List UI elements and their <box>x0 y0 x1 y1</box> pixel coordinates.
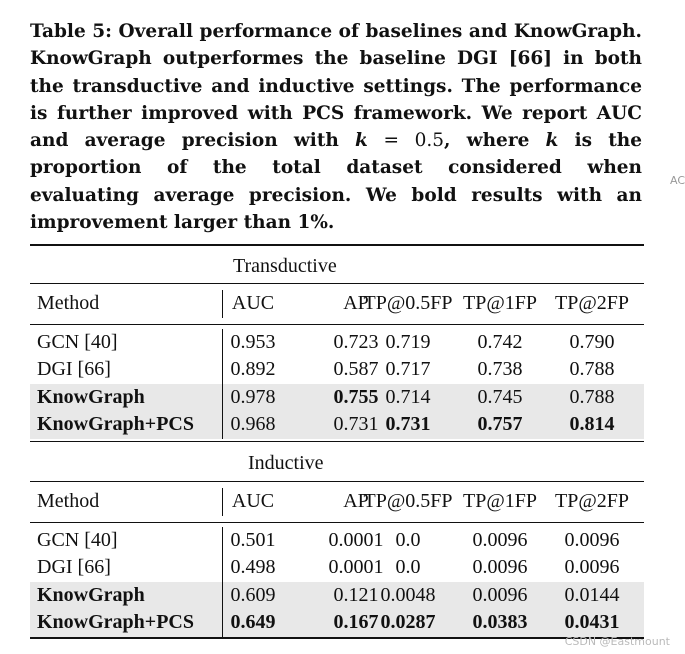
cell-tp05: 0.719 <box>385 331 431 353</box>
table-row <box>30 582 644 609</box>
cell-tp2: 0.790 <box>569 331 615 353</box>
cell-ap: 0.731 <box>333 413 379 435</box>
cell-tp1: 0.0383 <box>472 611 528 633</box>
side-margin-text: AC <box>670 174 685 187</box>
section-title-transductive: Transductive <box>233 255 337 277</box>
header-row <box>30 488 644 515</box>
cell-method: GCN [40] <box>37 529 118 551</box>
cell-method: DGI [66] <box>37 556 111 578</box>
cell-tp05: 0.0287 <box>380 611 436 633</box>
section-bottom-rule <box>30 441 644 442</box>
cell-method: GCN [40] <box>37 331 118 353</box>
table-row <box>30 609 644 636</box>
cell-tp2: 0.788 <box>569 358 615 380</box>
cell-tp2: 0.788 <box>569 386 615 408</box>
cell-tp2: 0.0144 <box>564 584 620 606</box>
header-row <box>30 290 644 317</box>
cell-ap: 0.755 <box>333 386 379 408</box>
caption-label: Table 5: Overall performance of baselines and KnowGraph. <box>30 21 642 42</box>
cell-ap: 0.587 <box>333 358 379 380</box>
header-tp1: TP@1FP <box>462 490 538 512</box>
header-rule <box>30 522 644 523</box>
header-rule <box>30 324 644 325</box>
header-tp2: TP@2FP <box>554 490 630 512</box>
caption-k-var-1: k <box>355 130 368 152</box>
cell-tp2: 0.0431 <box>564 611 620 633</box>
table-row <box>30 329 644 356</box>
cell-method: KnowGraph <box>37 386 145 408</box>
cell-auc: 0.498 <box>230 556 276 578</box>
cell-ap: 0.0001 <box>328 556 384 578</box>
cell-tp1: 0.0096 <box>472 584 528 606</box>
table-row <box>30 527 644 554</box>
caption-k-var-2: k <box>545 130 559 152</box>
cell-tp1: 0.738 <box>477 358 523 380</box>
cell-ap: 0.723 <box>333 331 379 353</box>
cell-ap: 0.167 <box>333 611 379 633</box>
caption-text-2: , where <box>444 130 530 152</box>
table-row <box>30 356 644 383</box>
cell-auc: 0.501 <box>230 529 276 551</box>
table-top-rule <box>30 244 644 246</box>
header-auc: AUC <box>231 292 275 314</box>
section-title-inductive: Inductive <box>248 452 324 474</box>
table-row <box>30 554 644 581</box>
caption-k-eq: = <box>367 130 415 152</box>
cell-tp1: 0.745 <box>477 386 523 408</box>
cell-tp05: 0.0 <box>395 529 421 551</box>
table-bottom-rule <box>30 637 644 639</box>
cell-ap: 0.0001 <box>328 529 384 551</box>
header-tp2: TP@2FP <box>554 292 630 314</box>
header-method: Method <box>37 292 100 314</box>
cell-method: DGI [66] <box>37 358 111 380</box>
cell-tp05: 0.714 <box>385 386 431 408</box>
caption-text-3: is the proportion of the total dataset considered when evaluating average precision. We bold results with an improvement larger than 1%. <box>30 130 642 234</box>
cell-tp05: 0.717 <box>385 358 431 380</box>
section-rule <box>30 481 644 482</box>
table-row <box>30 411 644 438</box>
cell-method: KnowGraph+PCS <box>37 611 194 633</box>
cell-auc: 0.968 <box>230 413 276 435</box>
cell-tp2: 0.814 <box>569 413 615 435</box>
cell-auc: 0.892 <box>230 358 276 380</box>
header-auc: AUC <box>231 490 275 512</box>
cell-auc: 0.953 <box>230 331 276 353</box>
cell-tp05: 0.0048 <box>380 584 436 606</box>
cell-tp1: 0.757 <box>477 413 523 435</box>
section-rule <box>30 283 644 284</box>
cell-auc: 0.978 <box>230 386 276 408</box>
cell-method: KnowGraph <box>37 584 145 606</box>
cell-tp1: 0.742 <box>477 331 523 353</box>
table-caption <box>30 18 642 236</box>
cell-auc: 0.609 <box>230 584 276 606</box>
watermark: CSDN @Eastmount <box>564 635 670 648</box>
cell-ap: 0.121 <box>333 584 379 606</box>
caption-k-val: 0.5 <box>414 130 445 152</box>
header-tp05: TP@0.5FP <box>363 490 453 512</box>
caption-text-1: KnowGraph outperformes the baseline DGI [66] in both the transductive and inductive settings. The performance is further improved with PCS framework. We report AUC and average precision with <box>30 48 642 152</box>
cell-tp05: 0.731 <box>385 413 431 435</box>
cell-tp1: 0.0096 <box>472 529 528 551</box>
header-method: Method <box>37 490 100 512</box>
cell-method: KnowGraph+PCS <box>37 413 194 435</box>
table-row <box>30 384 644 411</box>
header-tp1: TP@1FP <box>462 292 538 314</box>
header-ap: AP <box>343 490 369 512</box>
header-ap: AP <box>343 292 369 314</box>
cell-tp05: 0.0 <box>395 556 421 578</box>
cell-tp2: 0.0096 <box>564 529 620 551</box>
header-tp05: TP@0.5FP <box>363 292 453 314</box>
cell-tp1: 0.0096 <box>472 556 528 578</box>
cell-auc: 0.649 <box>230 611 276 633</box>
cell-tp2: 0.0096 <box>564 556 620 578</box>
